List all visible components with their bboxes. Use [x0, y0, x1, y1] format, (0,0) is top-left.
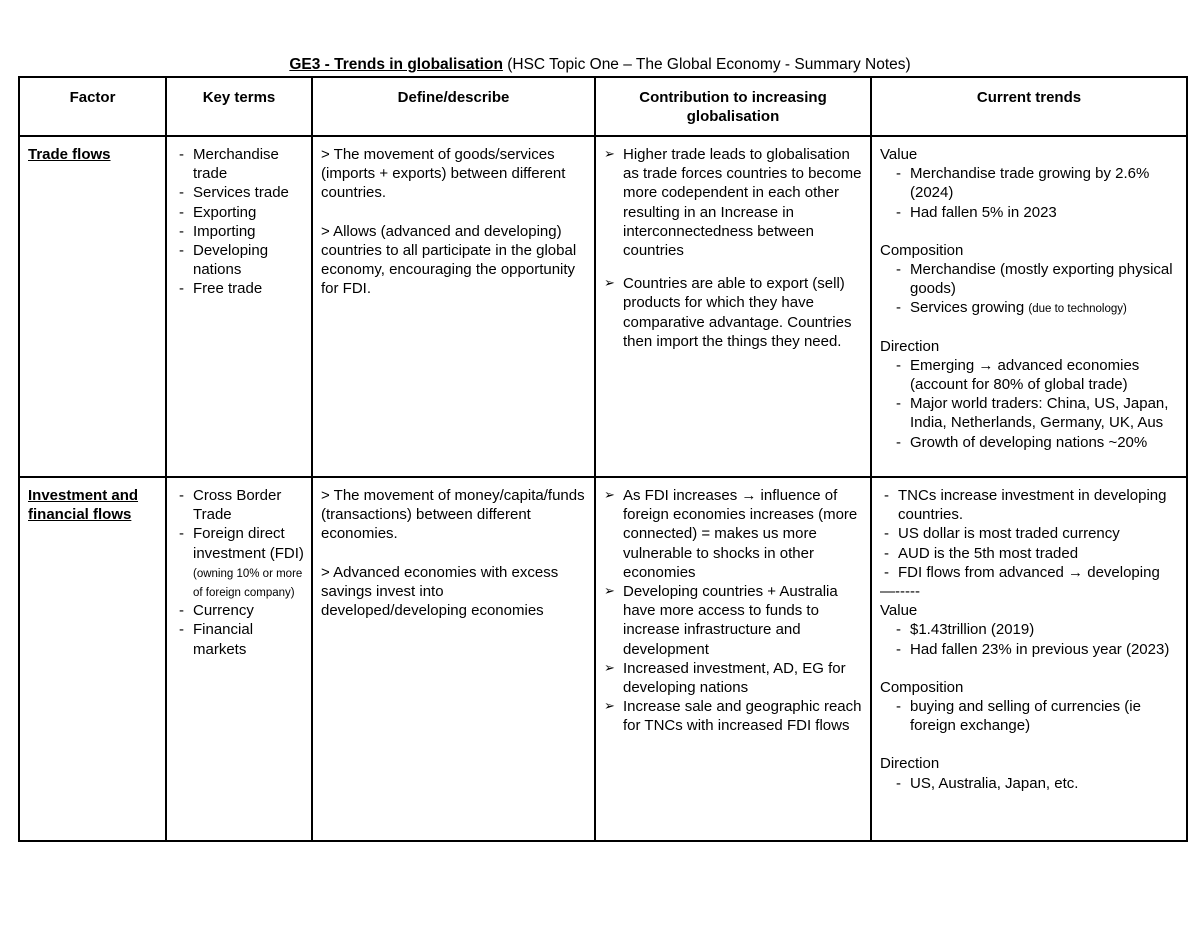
list-item: ➢ Countries are able to export (sell) products for which they have comparative advantage. Countries then import the things they need. [604, 274, 864, 351]
definition-paragraph: > The movement of money/capita/funds (transactions) between different economies. [321, 487, 585, 543]
header-contribution: Contribution to increasing globalisation [595, 77, 871, 136]
list-item: - Currency [175, 601, 305, 620]
header-key-terms: Key terms [166, 77, 312, 136]
list-item: - Merchandise trade growing by 2.6% (2024) [892, 164, 1180, 202]
summary-table [18, 76, 1188, 842]
definition-paragraph: > Advanced economies with excess savings invest into developed/developing economies [321, 563, 559, 620]
table-row-trade-flows [19, 136, 1187, 477]
trends-composition-heading: Composition [880, 678, 964, 696]
list-item: ➢ Increased investment, AD, EG for developing nations [604, 659, 864, 697]
list-item: - $1.43trillion (2019) [892, 620, 1180, 639]
definition-paragraph: > Allows (advanced and developing) countries to all participate in the global economy, encouraging the opportunity for FDI. [321, 222, 577, 298]
list-item: - Financial markets [175, 620, 305, 658]
list-item: - Emerging → advanced economies (account for 80% of global trade) [892, 356, 1180, 394]
cell-key-terms [166, 477, 312, 841]
list-item: - US dollar is most traded currency [880, 524, 1180, 543]
list-item: - Had fallen 23% in previous year (2023) [892, 640, 1180, 659]
list-item: - Cross Border Trade [175, 486, 305, 524]
list-item: - Had fallen 5% in 2023 [892, 203, 1180, 222]
page-title [0, 55, 1200, 75]
cell-factor [19, 477, 166, 841]
list-item: - Importing [175, 222, 305, 241]
list-item [892, 298, 1180, 317]
cell-contribution [595, 477, 871, 841]
list-item: - Services trade [175, 183, 305, 202]
page-title-main: GE3 - Trends in globalisation [289, 56, 503, 73]
table-row-investment-flows [19, 477, 1187, 841]
trends-top-list [880, 486, 1180, 582]
trends-composition-list [880, 260, 1180, 318]
trends-direction-list [880, 356, 1180, 452]
composition-note: (due to technology) [1028, 303, 1127, 316]
cell-define [312, 136, 595, 477]
list-item: - US, Australia, Japan, etc. [892, 774, 1180, 793]
trends-direction-heading: Direction [880, 755, 940, 773]
cell-factor [19, 136, 166, 477]
list-item: ➢ Increase sale and geographic reach for TNCs with increased FDI flows [604, 697, 864, 735]
list-item: - Exporting [175, 203, 305, 222]
list-item: - AUD is the 5th most traded [880, 544, 1180, 563]
table-header-row [19, 77, 1187, 136]
contribution-list [604, 145, 864, 351]
cell-define [312, 477, 595, 841]
header-current-trends: Current trends [871, 77, 1187, 136]
trends-value-list [880, 620, 1180, 658]
fdi-term: Foreign direct investment (FDI) [193, 525, 304, 562]
trends-value-heading: Value [880, 146, 918, 163]
header-define: Define/describe [312, 77, 595, 136]
trends-value-list [880, 164, 1180, 222]
list-item: - Merchandise trade [175, 145, 305, 183]
list-item: - Growth of developing nations ~20% [892, 433, 1180, 452]
cell-current-trends [871, 477, 1187, 841]
key-terms-list [175, 486, 305, 659]
list-item: - TNCs increase investment in developing countries. [880, 486, 1180, 524]
list-item: - buying and selling of currencies (ie foreign exchange) [892, 697, 1180, 735]
cell-contribution [595, 136, 871, 477]
trends-value-heading: Value [880, 602, 918, 620]
list-item: - Free trade [175, 279, 305, 298]
factor-investment-flows: Investment and financial flows [28, 487, 139, 524]
cell-current-trends [871, 136, 1187, 477]
cell-key-terms [166, 136, 312, 477]
page-title-sub: (HSC Topic One – The Global Economy - Summary Notes) [502, 56, 911, 73]
definition-paragraph: > The movement of goods/services (imports + exports) between different countries. [321, 146, 566, 202]
trends-composition-list [880, 697, 1180, 735]
list-item: - Developing nations [175, 241, 305, 279]
key-terms-list [175, 145, 305, 299]
trends-direction-heading: Direction [880, 337, 940, 355]
list-item: ➢ As FDI increases → influence of foreign economies increases (more connected) = makes us more vulnerable to shocks in other economies [604, 486, 864, 582]
factor-trade-flows: Trade flows [28, 146, 111, 163]
composition-services: Services growing [910, 299, 1029, 317]
fdi-note: (owning 10% or more of foreign company) [193, 567, 303, 600]
list-item: ➢ Higher trade leads to globalisation as trade forces countries to become more codependent in each other resulting in an Increase in interconnectedness between countries [604, 145, 864, 260]
trends-composition-heading: Composition [880, 241, 964, 259]
trends-direction-list [880, 774, 1180, 793]
list-item: ➢ Developing countries + Australia have more access to funds to increase infrastructure and development [604, 582, 864, 659]
list-item: - Merchandise (mostly exporting physical goods) [892, 260, 1180, 298]
list-item: - FDI flows from advanced → developing [880, 563, 1180, 582]
list-item: - Major world traders: China, US, Japan, India, Netherlands, Germany, UK, Aus [892, 394, 1180, 432]
contribution-list [604, 486, 864, 736]
list-item [175, 524, 305, 601]
trends-divider: —----- [880, 583, 920, 601]
header-factor: Factor [19, 77, 166, 136]
